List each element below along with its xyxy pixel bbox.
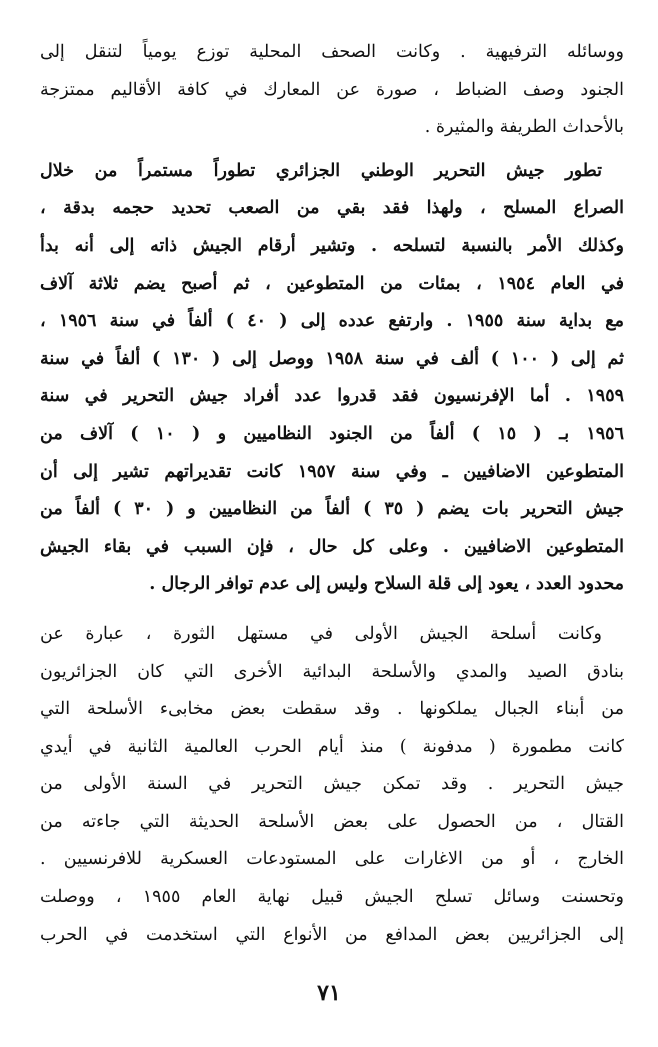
text-line: ١٩٥٦ بـ ( ١٥ ) ألفاً من الجنود النظاميين و ( ١٠ ) آلاف من xyxy=(40,423,624,444)
text-line: المتطوعين الاضافيين ـ وفي سنة ١٩٥٧ كانت تقديراتهم تشير إلى أن xyxy=(40,461,624,482)
text-line: من أبناء الجبال يملكونها . وقد سقطت بعض مخابىء الأسلحة التي xyxy=(40,699,624,720)
text-line: إلى الجزائريين بعض المدافع من الأنواع التي استخدمت في الحرب xyxy=(40,924,624,945)
text-line: مع بداية سنة ١٩٥٥ . وارتفع عدده إلى ( ٤٠ ) ألفاً في سنة ١٩٥٦ ، xyxy=(40,311,624,332)
text-line: ووسائله الترفيهية . وكانت الصحف المحلية توزع يومياً لتنقل إلى xyxy=(40,42,624,62)
text-line: بالأحداث الطريفة والمثيرة . xyxy=(424,117,624,138)
text-line: الصراع المسلح ، ولهذا فقد بقي من الصعب تحديد حجمه بدقة ، xyxy=(40,198,624,219)
text-line: الجنود وصف الضباط ، صورة عن المعارك في كافة الأقاليم ممتزجة xyxy=(40,79,624,100)
text-line: ١٩٥٩ . أما الإفرنسيون فقد قدروا عدد أفراد جيش التحرير في سنة xyxy=(40,386,624,407)
text-line: جيش التحرير بات يضم ( ٣٥ ) ألفاً من النظاميين و ( ٣٠ ) ألفاً من xyxy=(40,499,624,520)
text-line: الخارج ، أو من الاغارات على المستودعات العسكرية للافرنسيين . xyxy=(40,849,624,870)
page-number: ٧١ xyxy=(317,980,341,1006)
text-line: ثم إلى ( ١٠٠ ) ألف في سنة ١٩٥٨ ووصل إلى ( ١٣٠ ) ألفاً في سنة xyxy=(40,348,624,369)
text-line: القتال ، من الحصول على بعض الأسلحة الحديثة التي جاءته من xyxy=(40,811,624,832)
paragraph-2-bold xyxy=(40,153,624,604)
text-line: وكانت أسلحة الجيش الأولى في مستهل الثورة ، عبارة عن xyxy=(40,623,602,644)
paragraph-1 xyxy=(40,34,624,147)
text-line: المتطوعين الاضافيين . وعلى كل حال ، فإن السبب في بقاء الجيش xyxy=(40,536,624,557)
text-line: وكذلك الأمر بالنسبة لتسلحه . وتشير أرقام الجيش ذاته إلى أنه بدأ xyxy=(40,235,624,256)
text-line: محدود العدد ، يعود إلى قلة السلاح وليس إلى عدم توافر الرجال . xyxy=(149,574,624,595)
text-line: جيش التحرير . وقد تمكن جيش التحرير في السنة الأولى من xyxy=(40,774,624,795)
text-line: وتحسنت وسائل تسلح الجيش قبيل نهاية العام ١٩٥٥ ، ووصلت xyxy=(40,887,624,908)
paragraph-3 xyxy=(40,616,624,954)
text-line: بنادق الصيد والمدي والأسلحة البدائية الأخرى التي كان الجزائريون xyxy=(40,661,624,682)
page-body xyxy=(40,34,624,954)
text-line: كانت مطمورة ( مدفونة ) منذ أيام الحرب العالمية الثانية في أيدي xyxy=(40,736,624,757)
text-line: تطور جيش التحرير الوطني الجزائري تطوراً مستمراً من خلال xyxy=(40,160,602,181)
text-line: في العام ١٩٥٤ ، بمئات من المتطوعين ، ثم أصبح يضم ثلاثة آلاف xyxy=(40,273,624,294)
